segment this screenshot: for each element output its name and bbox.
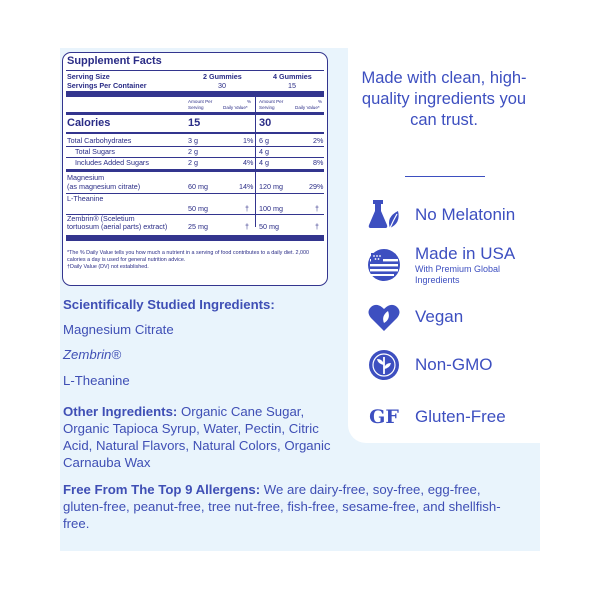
nutrient-dv: † bbox=[315, 222, 319, 231]
nutrient-dv: † bbox=[245, 204, 249, 213]
us-flag-icon bbox=[366, 247, 402, 283]
gf-icon bbox=[366, 399, 402, 435]
pct-1: % bbox=[247, 99, 252, 104]
nutrient-name: Total Sugars bbox=[75, 147, 115, 156]
tagline-underline bbox=[405, 176, 485, 177]
nutrient-name: Magnesium bbox=[67, 173, 105, 182]
nutrient-dv: 8% bbox=[313, 158, 324, 167]
nutrient-amount: 2 g bbox=[188, 158, 198, 167]
daily-value-2: Daily Value* bbox=[295, 105, 320, 110]
footnote-dv: *The % Daily Value tells you how much a nutrient in a serving of food contributes to a daily diet. 2,000 calories a day is used for general nutrition advice. bbox=[67, 250, 310, 263]
ingredient-item: Zembrin® bbox=[63, 347, 122, 362]
col1-servings: 30 bbox=[218, 81, 226, 90]
serving-1: Serving bbox=[188, 105, 204, 110]
nutrient-dv: 1% bbox=[243, 136, 254, 145]
badge-non-gmo bbox=[366, 347, 492, 383]
badge-gluten-free bbox=[366, 399, 506, 435]
badge-label: No Melatonin bbox=[415, 205, 516, 224]
ingredients-heading: Scientifically Studied Ingredients: bbox=[63, 297, 275, 312]
badge-made-in-usa bbox=[366, 244, 533, 286]
daily-value-1: Daily Value* bbox=[223, 105, 248, 110]
flask-leaf-icon bbox=[366, 197, 402, 233]
divider bbox=[66, 70, 324, 71]
nutrient-name: Includes Added Sugars bbox=[75, 158, 149, 167]
ingredient-item: Magnesium Citrate bbox=[63, 322, 174, 337]
badge-label: Gluten-Free bbox=[415, 407, 506, 426]
nutrient-dv: 29% bbox=[309, 182, 324, 191]
medium-divider bbox=[66, 169, 324, 172]
serving-2: Serving bbox=[259, 105, 275, 110]
nutrient-amount: 120 mg bbox=[259, 182, 283, 191]
allergens bbox=[63, 481, 523, 532]
serving-size-label: Serving Size bbox=[67, 72, 110, 81]
footnote bbox=[67, 250, 323, 271]
badge-no-melatonin bbox=[366, 197, 515, 233]
heart-leaf-icon bbox=[366, 299, 402, 335]
nutrient-dv: 4% bbox=[243, 158, 254, 167]
nutrient-amount: 4 g bbox=[259, 158, 269, 167]
badge-label: Vegan bbox=[415, 307, 464, 326]
ingredient-item: L-Theanine bbox=[63, 373, 130, 388]
nutrient-amount: 60 mg bbox=[188, 182, 208, 191]
nutrient-subname: tortuosum (aerial parts) extract) bbox=[67, 222, 168, 231]
column-divider bbox=[255, 97, 256, 227]
nutrient-dv: † bbox=[315, 204, 319, 213]
supplement-facts-label bbox=[62, 52, 328, 286]
nutrient-name: Total Carbohydrates bbox=[67, 136, 132, 145]
servings-label: Servings Per Container bbox=[67, 81, 147, 90]
nutrient-amount: 4 g bbox=[259, 147, 269, 156]
col2-calories: 30 bbox=[259, 117, 272, 129]
calories-label: Calories bbox=[67, 117, 111, 129]
nutrient-amount: 2 g bbox=[188, 147, 198, 156]
badge-vegan bbox=[366, 299, 463, 335]
gf-icon-text: GF bbox=[369, 406, 399, 428]
nutrient-amount: 6 g bbox=[259, 136, 269, 145]
medium-divider bbox=[66, 132, 324, 134]
row-divider bbox=[66, 193, 324, 194]
allergens-text: We are dairy-free, soy-free, egg-free, gluten-free, peanut-free, tree nut-free, fish-free, sesame-free, and shellfish-free. bbox=[63, 482, 501, 531]
plant-badge-icon bbox=[366, 347, 402, 383]
nutrient-dv: † bbox=[245, 222, 249, 231]
col2-servings: 15 bbox=[288, 81, 296, 90]
nutrient-amount: 50 mg bbox=[259, 222, 279, 231]
amount-per-1: Amount Per bbox=[188, 99, 213, 104]
nutrient-amount: 25 mg bbox=[188, 222, 208, 231]
thick-divider bbox=[66, 91, 324, 97]
nutrient-dv: 14% bbox=[239, 182, 254, 191]
col2-head: 4 Gummies bbox=[273, 72, 312, 81]
badge-label: Made in USA bbox=[415, 244, 516, 263]
thick-divider bbox=[66, 235, 324, 241]
badge-sublabel: With Premium Global Ingredients bbox=[415, 264, 501, 285]
tagline: Made with clean, high-quality ingredients you can trust. bbox=[361, 69, 527, 129]
nutrient-subname: (as magnesium citrate) bbox=[67, 182, 141, 191]
nutrient-amount: 3 g bbox=[188, 136, 198, 145]
nutrient-amount: 50 mg bbox=[188, 204, 208, 213]
col1-calories: 15 bbox=[188, 117, 201, 129]
footnote-dagger: †Daily Value (DV) not established. bbox=[67, 264, 149, 270]
other-ingredients-label: Other Ingredients: bbox=[63, 404, 178, 419]
nutrient-dv: 2% bbox=[313, 136, 324, 145]
nutrient-name: L-Theanine bbox=[67, 194, 104, 203]
allergens-label: Free From The Top 9 Allergens: bbox=[63, 482, 261, 497]
amount-per-2: Amount Per bbox=[259, 99, 284, 104]
nutrient-name: Zembrin® (Sceletium bbox=[67, 214, 135, 223]
other-ingredients-text: Organic Cane Sugar, Organic Tapioca Syrup, Water, Pectin, Citric Acid, Natural Flavors, Natural Colors, Organic Carnauba Wax bbox=[63, 404, 331, 470]
facts-title: Supplement Facts bbox=[67, 55, 162, 67]
other-ingredients bbox=[63, 403, 339, 471]
nutrient-amount: 100 mg bbox=[259, 204, 283, 213]
badge-label: Non-GMO bbox=[415, 355, 493, 374]
pct-2: % bbox=[318, 99, 323, 104]
col1-head: 2 Gummies bbox=[203, 72, 242, 81]
medium-divider bbox=[66, 112, 324, 115]
